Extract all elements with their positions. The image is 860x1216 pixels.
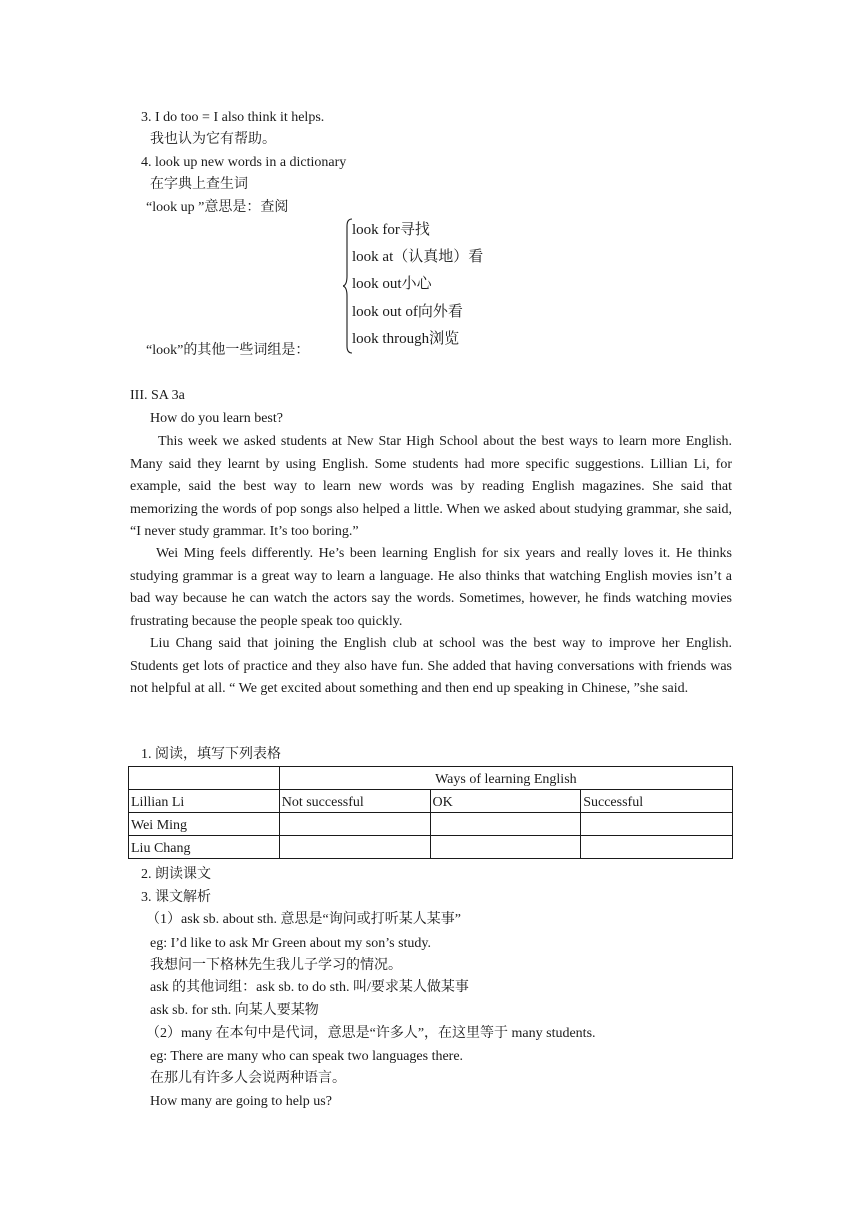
analysis-2: （2）many 在本句中是代词，意思是“许多人”，在这里等于 many students. [146,1026,596,1041]
look-phrase-item: look through浏览 [352,331,460,347]
analysis-2-example: eg: There are many who can speak two languages there. [150,1049,464,1064]
note-item-3-translation: 我也认为它有帮助。 [150,132,276,147]
analysis-2-translation: 在那儿有许多人会说两种语言。 [150,1071,346,1086]
analysis-1: （1）ask sb. about sth. 意思是“询问或打听某人某事” [146,912,461,927]
article-title: How do you learn best? [150,411,283,426]
look-up-meaning: “look up ”意思是：查阅 [146,200,289,215]
learning-ways-table [128,766,733,859]
look-other-phrases-label: “look”的其他一些词组是： [146,343,310,358]
note-item-4: 4. look up new words in a dictionary [141,155,347,170]
table-cell [581,813,733,836]
table-cell [430,836,581,859]
table-row [129,813,733,836]
table-column-header: Successful [581,790,733,813]
table-row [129,790,733,813]
article-paragraph: Liu Chang said that joining the English club at school was the best way to improve her English. Students get lots of practice and they also have fun. She added that having conversations with friends was not helpful at all. “ We get excited about something and then end up speaking in Chinese, ”she said. [130,636,732,696]
table-column-header: OK [430,790,581,813]
look-phrase-item: look at（认真地）看 [352,249,484,265]
section-heading: III. SA 3a [130,388,185,403]
analysis-1-example: eg: I’d like to ask Mr Green about my son’s study. [150,936,431,951]
note-item-3: 3. I do too = I also think it helps. [141,110,325,125]
table-cell [581,836,733,859]
table-cell [129,767,280,790]
analysis-1-other-phrase-2: ask sb. for sth. 向某人要某物 [150,1003,319,1018]
article-paragraph: This week we asked students at New Star High School about the best ways to learn more English. Many said they learnt by using English. Some students had more specific suggestions. Lillian Li, for example, said the best way to learn new words was by reading English magazines. She said that memorizing the words of pop songs also helped a little. When we asked about studying grammar, she said, “I never study grammar. It’s too boring.” [130,434,732,539]
table-header-cell: Ways of learning English [279,767,732,790]
table-row-label: Lillian Li [129,790,280,813]
analysis-2-question: How many are going to help us? [150,1094,332,1109]
table-row-label: Wei Ming [129,813,280,836]
look-phrase-item: look out of向外看 [352,304,463,320]
look-phrase-item: look for寻找 [352,222,430,238]
task-1: 1. 阅读，填写下列表格 [141,747,281,762]
table-cell [279,813,430,836]
note-item-4-translation: 在字典上查生词 [150,177,248,192]
table-row [129,836,733,859]
analysis-1-other-phrase: ask 的其他词组：ask sb. to do sth. 叫/要求某人做某事 [150,980,469,995]
task-3: 3. 课文解析 [141,890,211,905]
look-phrase-item: look out小心 [352,276,432,292]
analysis-1-translation: 我想问一下格林先生我儿子学习的情况。 [150,958,402,973]
table-cell [279,836,430,859]
table-column-header: Not successful [279,790,430,813]
table-cell [430,813,581,836]
task-2: 2. 朗读课文 [141,867,211,882]
table-row-label: Liu Chang [129,836,280,859]
look-phrase-group [343,218,543,356]
table-row [129,767,733,790]
article-paragraph: Wei Ming feels differently. He’s been learning English for six years and really loves it. He thinks studying grammar is a great way to learn a language. He also thinks that watching English movies isn’t a bad way because he can watch the actors say the words. Sometimes, however, he finds watching movies frustrating because the people speak too quickly. [130,546,732,629]
